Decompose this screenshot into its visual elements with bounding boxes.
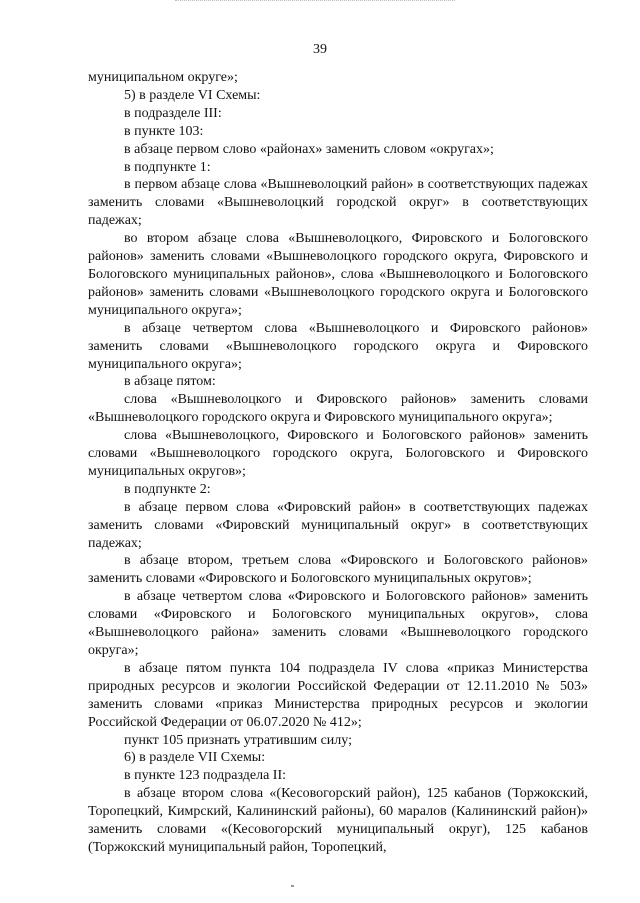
scan-artifact-bottom <box>291 885 294 887</box>
paragraph-13: в подпункте 2: <box>124 481 211 497</box>
paragraph-1: муниципальном округе»; <box>88 70 238 85</box>
paragraph-8: во втором абзаце слова «Вышневолоцкого, Фировского и Бологовского районов» заменить словами «Вышневолоцкого городского округа, Фировского и Бологовского муниципальных районов», слова «Вышневолоцкого и Бологовского районов» заменить словами «Вышневолоцкого городского округа и Бологовского муниципального округа»; <box>88 231 588 318</box>
document-body <box>88 69 588 857</box>
paragraph-18: пункт 105 признать утратившим силу; <box>124 732 352 748</box>
paragraph-6: в подпункте 1: <box>124 159 211 175</box>
paragraph-16: в абзаце четвертом слова «Фировского и Бологовского районов» заменить словами «Фировского и Бологовского муниципальных округов», слова «Вышневолоцкого района» заменить словами «Вышневолоцкого городского округа»; <box>88 589 588 658</box>
page-number: 39 <box>313 42 327 57</box>
paragraph-2: 5) в разделе VI Схемы: <box>124 87 261 103</box>
paragraph-15: в абзаце втором, третьем слова «Фировского и Бологовского районов» заменить словами «Фировского и Бологовского муниципальных округов»; <box>88 553 588 587</box>
paragraph-20: в пункте 123 подраздела II: <box>124 768 286 784</box>
paragraph-14: в абзаце первом слова «Фировский район» в соответствующих падежах заменить словами «Фировский муниципальный округ» в соответствующих падежах; <box>88 499 588 551</box>
paragraph-19: 6) в разделе VII Схемы: <box>124 750 266 766</box>
scan-artifact-top <box>175 0 455 6</box>
paragraph-17: в абзаце пятом пункта 104 подраздела IV слова «приказ Министерства природных ресурсов и экологии Российской Федерации от 12.11.2010 № 503» заменить словами «приказ Министерства природных ресурсов и экологии Российской Федерации от 06.07.2020 № 412»; <box>88 660 588 730</box>
paragraph-10: в абзаце пятом: <box>124 374 216 390</box>
paragraph-5: в абзаце первом слово «районах» заменить словом «округах»; <box>124 141 494 157</box>
paragraph-4: в пункте 103: <box>124 123 204 139</box>
paragraph-7: в первом абзаце слова «Вышневолоцкий район» в соответствующих падежах заменить словами «Вышневолоцкий городской округ» в соответствующих падежах; <box>88 177 588 229</box>
paragraph-3: в подразделе III: <box>124 105 222 121</box>
paragraph-11: слова «Вышневолоцкого и Фировского районов» заменить словами «Вышневолоцкого городского округа и Фировского муниципального округа»; <box>88 392 588 426</box>
paragraph-9: в абзаце четвертом слова «Вышневолоцкого и Фировского районов» заменить словами «Вышневолоцкого городского округа и Фировского муниципального округа»; <box>88 320 588 372</box>
paragraph-21: в абзаце втором слова «(Кесовогорский район), 125 кабанов (Торжокский, Торопецкий, Кимрский, Калининский районы), 60 маралов (Калининский район)» заменить словами «(Кесовогорский муниципальный округ), 125 кабанов (Торжокский муниципальный район, Торопецкий, <box>88 786 588 855</box>
paragraph-12: слова «Вышневолоцкого, Фировского и Бологовского районов» заменить словами «Вышневолоцкого городского округа, Бологовского и Фировского муниципальных округов»; <box>88 428 588 479</box>
